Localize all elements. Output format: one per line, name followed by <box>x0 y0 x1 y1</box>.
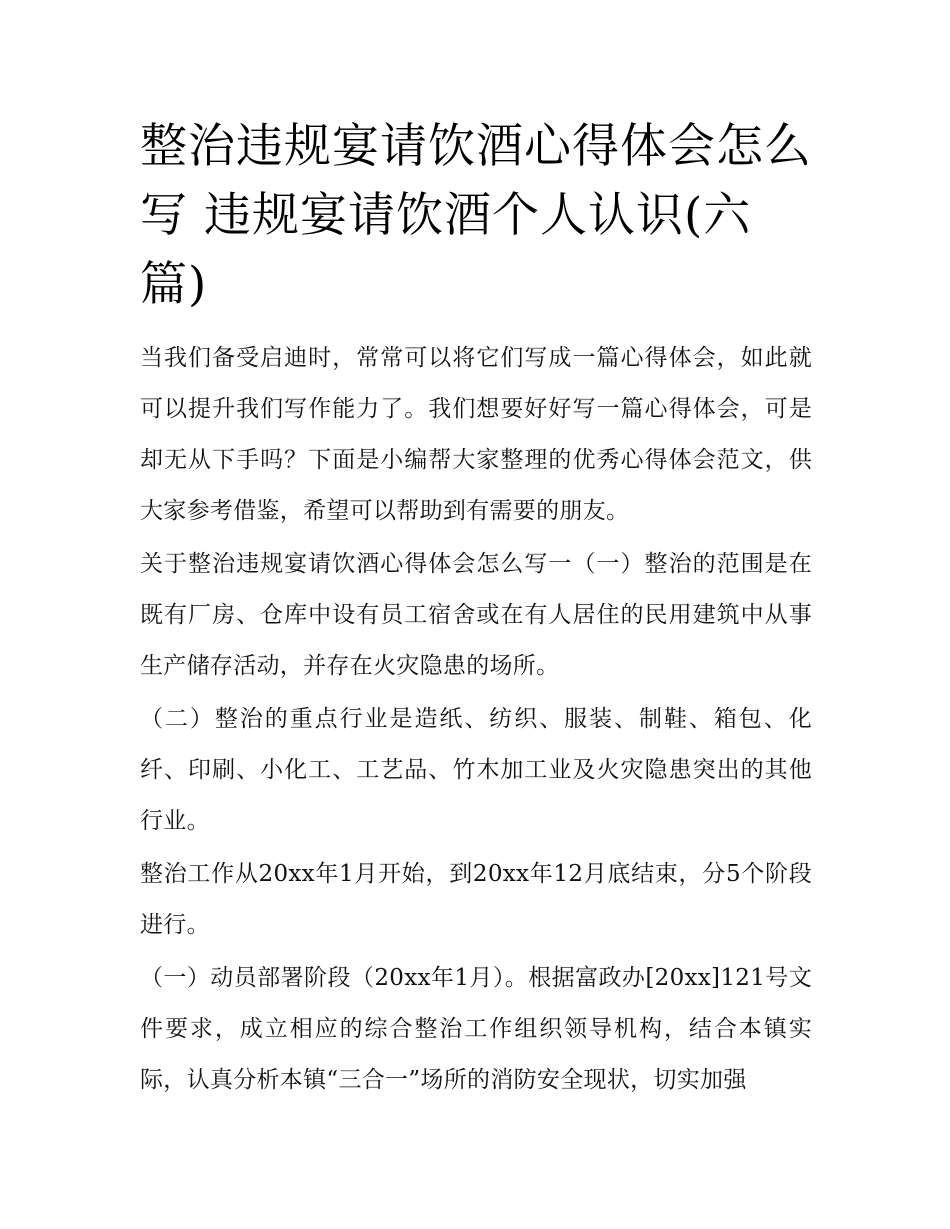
paragraph-schedule: 整治工作从20xx年1月开始，到20xx年12月底结束，分5个阶段进行。 <box>140 861 812 938</box>
paragraph-mobilization: （一）动员部署阶段（20xx年1月）。根据富政办[20xx]121号文件要求，成立相应的综合整治工作组织领导机构，结合本镇实际，认真分析本镇“三合一”场所的消防安全现状，切实加强 <box>140 965 812 1093</box>
paragraph-key-industries: （二）整治的重点行业是造纸、纺织、服装、制鞋、箱包、化纤、印刷、小化工、工艺品、竹木加工业及火灾隐患突出的其他行业。 <box>140 706 812 834</box>
document-title: 整治违规宴请饮酒心得体会怎么写 违规宴请饮酒个人认识(六篇) <box>140 119 812 312</box>
paragraph-intro: 当我们备受启迪时，常常可以将它们写成一篇心得体会，如此就可以提升我们写作能力了。我们想要好好写一篇心得体会，可是却无从下手吗？下面是小编帮大家整理的优秀心得体会范文，供大家参考借鉴，希望可以帮助到有需要的朋友。 <box>140 345 812 524</box>
document-page <box>140 112 812 1108</box>
paragraph-scope: 关于整治违规宴请饮酒心得体会怎么写一（一）整治的范围是在既有厂房、仓库中设有员工宿舍或在有人居住的民用建筑中从事生产储存活动，并存在火灾隐患的场所。 <box>140 551 812 679</box>
